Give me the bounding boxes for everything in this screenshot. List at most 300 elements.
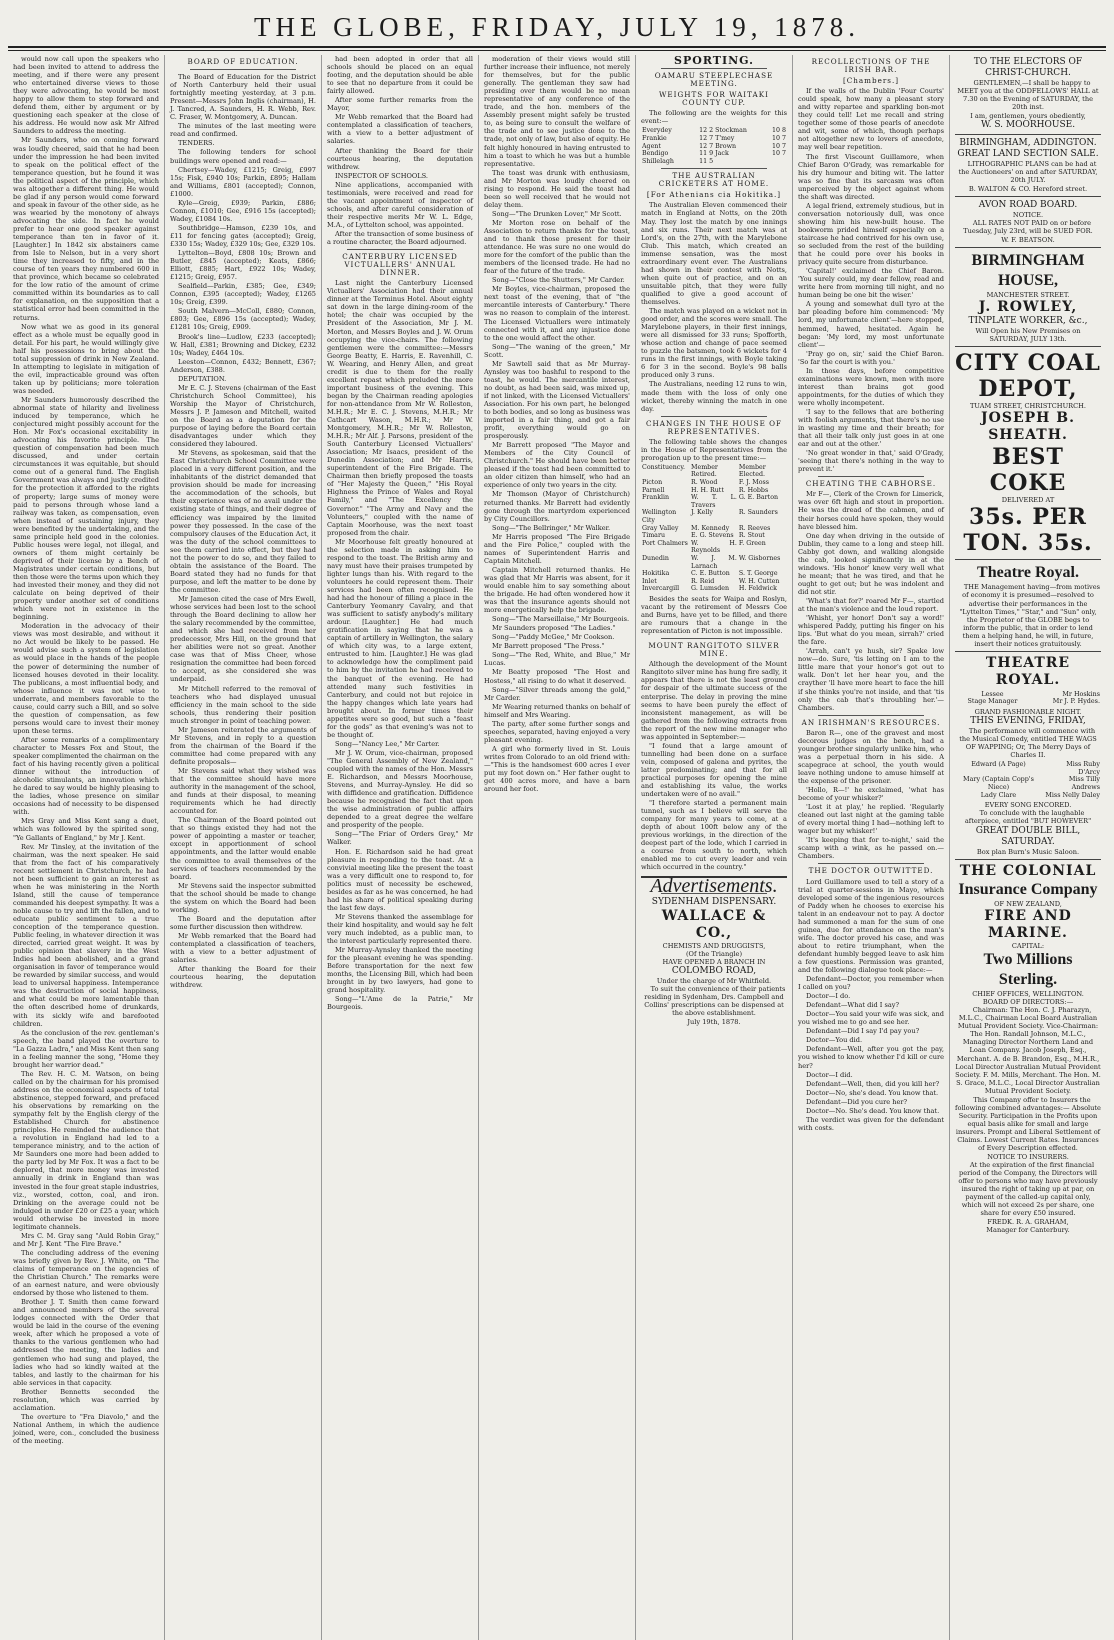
paragraph: Baron R—, one of the gravest and most decorous judges on the bench, had a younger brother singularly unlike him, who was a perpetual thorn in his side. A scapegrace at school, the youth would leave nothing undone to amuse himself at the expense of the prisoner.	[798, 728, 944, 785]
weights-heading: WEIGHTS FOR WAITAKI COUNTY CUP.	[659, 90, 769, 108]
capital-amount: Two Millions Sterling.	[983, 951, 1073, 989]
table-cell: Miss Tilly Andrews	[1068, 775, 1100, 791]
divider	[661, 68, 767, 69]
paragraph: Mr Barrett proposed "The Press."	[492, 642, 605, 651]
col4-body	[484, 55, 630, 793]
column-header: Member Retired.	[691, 463, 718, 479]
paragraph: The first Viscount Guillamore, when Chief Baron O'Grady, was remarkable for his dry humour and biting wit. The latter was so fine that its sarcasm was often unperceived by the object against whom the shaft was directed.	[798, 152, 944, 201]
table-row	[641, 570, 787, 578]
table-cell: Invercargill	[642, 585, 680, 593]
table-cell: F. J. Moss	[738, 479, 770, 487]
paragraph: 'Lost it at play,' he replied. 'Regularly cleaned out last night at the gaming table of every mortal thing I had—nothing left to wager but my whisker!'	[798, 803, 944, 836]
paragraph: Mr J. W. Orum, vice-chairman, proposed "The General Assembly of New Zealand," coupled with the names of the Hon. Messrs E. Richardson, and Messrs Moorhouse, Stevens, and Murray-Aynsley. He did so with diffidence and gratification. Diffidence because he recognised the fact that upon the wise administration of public affairs depended to a great degree the welfare and prosperity of the people.	[327, 748, 473, 830]
masthead: THE GLOBE, FRIDAY, JULY 19, 1878.	[253, 12, 861, 42]
paragraph: Mr Webb remarked that the Board had contemplated a classification of teachers, with a view to a better adjustment of salaries.	[170, 931, 316, 965]
avon-title: AVON ROAD BOARD.	[978, 200, 1078, 211]
divider	[818, 863, 924, 864]
paragraph: Captain Mitchell returned thanks. He was glad that Mr Harris was absent, for it would enable him to say something about the brigade. He had often wondered how it was that the insurance agents should not more energetically help the brigade.	[484, 565, 630, 615]
colonial-title: THE COLONIAL	[959, 863, 1097, 880]
paragraph: Doctor—You did.	[806, 1036, 863, 1045]
paragraph: Mr F—, Clerk of the Crown for Limerick, was over 6ft high and stout in proportion. He was the dread of the cabmen, and of their horses could have spoken, they would have blessed him.	[798, 490, 944, 531]
paragraph: Now what we as good in its general effect as a whole must be equally good in detail. For his part, he would willingly give half his possessions to bring about the total suppression of drink in New Zealand. In attempting to legislate in mitigation of the evil, impracticable ground was often taken up by politicians; more toleration was needed.	[13, 322, 159, 395]
paragraph: Mr Sawtell said that as Mr Murray-Aynsley was too bashful to respond to the toast, he would. The mercantile interest, no doubt, as had been said, was mixed up, if not linked, with the Licensed Victuallers' Association. For his own part, he belonged to both bodies, and so long as business was imported in a fair thing, and got a fair profit, everything would go on prosperously.	[484, 359, 630, 441]
paragraph: One day when driving in the outside of Dublin, they came to a long and steep hill. Cabby got down, and walking alongside the cab, looked significantly in at the windows. 'His honor' knew very well what he meant; that he was tired, and that he ought to get out; but he was indolent and did not stir.	[798, 531, 944, 596]
paragraph: Defendant—Well, after you got the pay, you wished to know whether I'd kill or cure her?	[798, 1045, 944, 1070]
theatre-royal-title: THEATRE ROYAL.	[985, 654, 1071, 688]
table-cell: 11 9	[699, 150, 714, 158]
paragraph: The match was played on a wicket not in good order, and the scores were small. The Marylebone players, in their first innings, were all dismissed for 33 runs; Spofforth, whose action and change of pace seemed to puzzle the batsmen, took 6 wickets for 4 runs in the first innings, with Boyle taking 6 for 3 in the second. Boyle's 98 balls produced only 3 runs.	[641, 307, 787, 380]
paragraph: Song—"Silver threads among the gold," Mr Carder.	[484, 685, 630, 702]
table-cell: J. Kelly	[691, 509, 713, 517]
paragraph: The minutes of the last meeting were read and confirmed.	[170, 122, 316, 139]
divider	[818, 715, 924, 716]
stage-value: Mr J. P. Hydes.	[1052, 697, 1100, 706]
table-cell: Port Chalmers	[642, 539, 688, 547]
table-cell: Frankie	[642, 134, 667, 142]
manchester-street: MANCHESTER STREET.	[986, 291, 1070, 300]
paragraph: Last night the Canterbury Licensed Victuallers' Association had their annual dinner at the Terminus Hotel. About eighty sat down in the large dining-room of the hotel; the chair was occupied by the President of the Association, Mr J. M. Morton, and Messrs Boyles and J. W. Orum occupying the vice-chairs. The following gentlemen were the committee:—Messrs George Beatty, E. Harris, E. Ravenhill, C. W. Wearing, and Henry Allen, and great credit is due to them for the really excellent repast which preluded the more important business of the evening. This began by the Chairman reading apologies for non-attendance from Mr W. Rolleston, M.H.R.; Mr E. C. J. Stevens, M.H.R.; Mr Cathcart Wason, M.H.R.; Mr W. Montgomery, M.H.R.; Mr W. Rolleston, M.H.R.; Mr Alf. J. Parsons, president of the South Canterbury Licensed Victuallers' Association; Mr Isaacs, president of the Dunedin Association; and Mr Harris, superintendent of the Fire Brigade. The Chairman then briefly proposed the toasts of "Her Majesty the Queen," "His Royal Highness the Prince of Wales and Royal Family," and "The Excellency the Governor." "The Army and Navy and the Volunteers," coupled with the name of Captain Moorhouse, was the next toast proposed from the chair.	[327, 279, 473, 537]
table-cell: C. E. Button	[691, 570, 730, 578]
table-row	[641, 143, 787, 151]
table-cell: Bendigo	[642, 150, 669, 158]
weights-table	[641, 127, 787, 165]
divider	[661, 416, 767, 417]
cricket-body	[641, 201, 787, 412]
sheath-name: JOSEPH B. SHEATH.	[981, 410, 1075, 444]
table-cell: W. Gisbornes	[738, 555, 781, 563]
table-cell: Miss Nelly Daley	[1045, 790, 1100, 799]
paragraph: The party, after some further songs and speeches, separated, having enjoyed a very pleasant evening.	[484, 719, 630, 744]
paragraph: Mr Jameson cited the case of Mrs Ewell, whose services had been lost to the school through the Board declining to allow her the salary recommended by the committee, and which she had received from her predecessor, Mrs Hill, on the ground that her abilities were not so great. Another case was that of Miss Cheer, whose resignation the committee had been forced to accept, as she considered she was underpaid.	[170, 595, 316, 684]
paragraph: would now call upon the speakers who had been invited to attend to address the meeting, and if there were any present who entertained diverse views to those they were advocating, he would be most happy to allow them to step forward and defend them, either by argument or by questioning each speaker at the close of his address. He would now ask Mr Alfred Saunders to address the meeting.	[13, 55, 159, 136]
paragraph: Mr Boyles, vice-chairman, proposed the next toast of the evening, that of "the mercantile interests of Canterbury." There was no reason to complain of the interest. The Licensed Victuallers were intimately connected with it, and any injustice done to the one would affect the other.	[484, 285, 630, 342]
paragraph: The Australians, needing 12 runs to win, made them with the loss of only one wicket, thereby winning the match in one day.	[641, 380, 787, 413]
paragraph: Mr Murray-Aynsley thanked the meeting for the pleasant evening he was spending. Before transportation for the next few months, the Licensing Bill, which had been brought in by two lawyers, had gone to grand hospitality.	[327, 946, 473, 995]
theatre-royal-ad	[955, 651, 1101, 856]
conclude-line: To conclude with the laughable afterpiece, entitled "BUT HOWEVER"	[964, 809, 1092, 826]
board-directors: BOARD OF DIRECTORS:—	[982, 998, 1074, 1007]
stage-label: Stage Manager	[967, 697, 1018, 706]
paragraph: After the transaction of some business of a routine character, the Board adjourned.	[327, 229, 473, 247]
table-row	[641, 127, 787, 135]
colombo-road: COLOMBO ROAD,	[671, 965, 757, 976]
table-cell: H. Feldwick	[738, 585, 777, 593]
paragraph: In those days, before competitive examinations were known, men with more interest than brains got good appointments, for the duties of which they were wholly incompetent.	[798, 366, 944, 407]
paragraph: Leeston—Connon, £432; Bennett, £367; Anderson, £388.	[170, 357, 316, 374]
table-row	[641, 578, 787, 586]
table-row	[641, 487, 787, 495]
paragraph: had been adopted in order that all schools should be placed on an equal footing, and the deputation should be able to see that no departure from it could be fairly allowed.	[327, 55, 473, 96]
table-cell: Agent	[642, 142, 661, 150]
rowley-ad	[955, 247, 1101, 343]
electors-body: GENTLEMEN,—I shall be happy to MEET you at the ODDFELLOWS' HALL at 7.30 on the Evening of SATURDAY, the 20th inst.	[957, 79, 1099, 112]
table-row	[641, 150, 787, 158]
table-row	[641, 509, 787, 524]
table-row	[641, 479, 787, 487]
table-row	[641, 494, 787, 509]
paragraph: Nine applications, accompanied with testimonials, were received and read for the vacant appointment of inspector of schools, and after careful consideration of their respective merits Mr W. L. Edge, M.A., of Lyttelton school, was appointed.	[327, 180, 473, 229]
chief-offices: CHIEF OFFICES, WELLINGTON.	[972, 990, 1084, 999]
table-cell: Hokitika	[642, 570, 670, 578]
table-cell: R. Hobbs	[738, 486, 769, 494]
table-cell	[764, 158, 787, 166]
paragraph: Song—"L'Ame de la Patrie," Mr Bourgeois.	[327, 995, 473, 1012]
graham-name: FREDK. R. A. GRAHAM,	[987, 1218, 1069, 1227]
columns	[8, 55, 1106, 1640]
table-cell: Picton	[642, 479, 663, 487]
table-cell: Edward (A Page)	[971, 760, 1026, 769]
paragraph: The following tenders for school buildings were opened and read:—	[170, 148, 316, 165]
col1-body	[13, 55, 159, 1445]
paragraph: "I therefore started a permanent main tunnel, such as I believe will serve the company for many years to come, at a depth of about 100ft below any of the previous workings, in the direction of the deepest part of the lode, which I carried in a course from south to north, which enabled me to cut every leader and vein which occurred in the country."	[641, 799, 787, 872]
divider	[347, 249, 453, 250]
paragraph: Defendant—Doctor, you remember when I called on you?	[798, 975, 944, 992]
table-row	[955, 761, 1101, 776]
table-cell: Shillelagh	[642, 157, 674, 165]
table-cell: R. Reeves	[738, 524, 771, 532]
table-cell: W. H. Cutten	[738, 577, 780, 585]
of-new-zealand: OF NEW ZEALAND,	[994, 900, 1062, 909]
triangle-line: (Of the Triangle)	[685, 949, 743, 958]
lessee-value: Mr Hoskins	[1062, 689, 1100, 698]
avon-body: ALL RATES NOT PAID on or before Tuesday, July 23rd, will be SUED FOR.	[963, 219, 1093, 236]
paragraph: 'No great wonder in that,' said O'Grady, 'seeing that there's nothing in the way to prevent it.'	[798, 449, 944, 474]
irish-bar-source: [Chambers.]	[842, 76, 900, 86]
table-row	[641, 135, 787, 143]
paragraph: Mr Moorhouse felt greatly honoured at the selection made in asking him to respond to the toast. The British army and navy must have their praises trumpeted by lighter lungs than his. With regard to the volunteers he could represent them. Their services had been often recognised. He had had the honour of filling a place in the Canterbury Yeomanry Cavalry, and that was sufficient to satisfy anybody's military ardour. [Laughter.] He had much gratification in saying that he was a captain of artillery in Wellington, the salary of which city was, to a large extent, entrusted to him. [Laughter.] He was glad to acknowledge how the compliment paid to him by the invitation he had received to the banquet of the evening. He had attended many such festivities in Canterbury, and could not but rejoice in the happy changes which late years had brought about. In former times their appetites were so good, but such a "feast for the gods" as that evening's was not to be thought of.	[327, 537, 473, 739]
insurance-body: This Company offer to Insurers the following combined advantages:— Absolute Security. Participation in the Profits upon equal basis alike for small and large insurers. Prompt and Liberal Settlement of Claims. Lowest Current Rates. Insurances of Every Description effected.	[955, 1095, 1101, 1153]
coal-street: TUAM STREET, CHRISTCHURCH.	[970, 402, 1086, 411]
paragraph: Mr Harris proposed "The Fire Brigade and the Fire Police," coupled with the names of Superintendent Harris and Captain Mitchell.	[484, 532, 630, 565]
table-cell: G. Lumsden	[691, 585, 730, 593]
column-header: Member Elected.	[738, 463, 766, 479]
paragraph: Hon. E. Richardson said he had great pleasure in responding to the toast. At a convivial meeting like the present the toast was a very difficult one to respond to, for politics must of necessity be eschewed, besides as far as he was concerned, he had had his share of political speaking during the last few days.	[327, 847, 473, 912]
table-cell: Parnell	[642, 486, 665, 494]
paragraph: The overture to "Fra Diavolo," and the National Anthem, in which the audience joined, were, con., concluded the business of the meeting.	[13, 1412, 159, 1445]
table-cell: H. H. Rutt	[691, 486, 724, 494]
table-cell: Stockman	[715, 127, 747, 135]
wallace-date: July 19th, 1878.	[687, 1017, 741, 1026]
cabhorse-heading: CHEATING THE CABHORSE.	[805, 479, 937, 489]
changes-heading: CHANGES IN THE HOUSE OF REPRESENTATIVES.	[645, 418, 782, 436]
avon-sign: W. F. BEATSON.	[1001, 236, 1055, 245]
paragraph: A girl who formerly lived in St. Louis writes from Colorado to an old friend with:—"This is the handsomest 600 acres I ever put my foot down on." Her father ought to get 400 acres more, and have a barn around her foot.	[484, 744, 630, 794]
table-cell: Miss Ruby D'Arcy	[1066, 760, 1100, 776]
lessee-label: Lessee	[981, 689, 1004, 698]
paragraph: Song—"Paddy McGee," Mr Cookson.	[492, 633, 615, 642]
paragraph: Brook's line—Ludlow, £233 (accepted); W. Hall, £381; Browning and Dickey, £232 10s; Wadey, £464 10s.	[170, 332, 316, 357]
paragraph: The concluding address of the evening was briefly given by Rev. J. White, on "The claims of temperance on the agencies of the Christian Church." The remarks were of an earnest nature, and were obviously endorsed by those who listened to them.	[13, 1248, 159, 1298]
paragraph: Mr Wearing returned thanks on behalf of himself and Mrs Wearing.	[484, 702, 630, 719]
paragraph: Mr Mitchell referred to the removal of teachers who had displayed unusual efficiency in the main school to the side schools, thus rendering their position much stronger in point of teaching power.	[170, 684, 316, 725]
wallace-body: To suit the convenience of their patients residing in Sydenham, Drs. Campbell and Collins' prescriptions can be dispensed at the above establishment.	[644, 984, 786, 1017]
paragraph: Sealfield—Parkin, £385; Gee, £349; Connon, £395 (accepted); Wadey, £1265 10s; Greig, £399.	[170, 282, 316, 307]
table-cell: G. E. Barton	[738, 494, 779, 502]
paragraph: Brother J. T. Smith then came forward and announced members of the several lodges connected with the Order that would be laid in the course of the evening week, after which he proposed a vote of thanks to the various gentlemen who had addressed the meeting, the ladies and gentlemen who had sung and played, the ladies who had so kindly waited at the tables, and lastly to the chairman for his able services in that capacity.	[13, 1298, 159, 1387]
table-row	[955, 792, 1101, 800]
table-cell: Brown	[715, 142, 737, 150]
avon-ad	[955, 196, 1101, 244]
rowley-open: Will Open his New Premises on SATURDAY, JULY 13th.	[975, 327, 1081, 344]
irish-bar-body	[798, 87, 944, 473]
paragraph: 'Pray go on, sir,' said the Chief Baron. 'So far the court is with you.'	[798, 349, 944, 366]
table-cell: Wellington City	[642, 509, 677, 525]
litho-body: LITHOGRAPHIC PLANS can be had at the Auctioneers' on and after SATURDAY, 20th JULY.	[958, 160, 1098, 185]
delivered-at: DELIVERED AT	[1001, 496, 1055, 505]
paragraph: Mr Saunders proposed "The Ladies."	[492, 624, 616, 633]
paragraph: 'I say to the fellows that are bothering with foolish arguments, that there's no use in wasting my time and their breath; for that all their talk only just goes in at one ear and out at the other.'	[798, 407, 944, 449]
changes-table	[641, 464, 787, 593]
column-5	[636, 55, 793, 1640]
table-cell: R. Stout	[738, 532, 765, 540]
paragraph: As the conclusion of the rev. gentleman's speech, the band played the overture to "La Gazza Ladra," and Miss Kent then sang in a feeling manner the song, "Home they brought her warrior dead."	[13, 1028, 159, 1069]
paragraph: Mr Stevens said the inspector submitted that the school should be made to change the system on which the Board had been working.	[170, 881, 316, 914]
table-cell: 11 5	[699, 157, 714, 165]
table-cell: 12 7	[699, 142, 714, 150]
paragraph: Although the development of the Mount Rangitoto silver mine has hung fire sadly, it appears that there is not the least ground for despair of the ultimate success of the enterprise. The delay in proving the mine seems to have been purely the effect of inconsistent management, as will be gathered from the following extracts from the report of the new mine manager who was appointed in September:—	[641, 660, 787, 741]
paragraph: Mr Jameson reiterated the arguments of Mr Stevens, and in reply to a question from the chairman of the Board if the committee had come prepared with any definite proposals—	[170, 725, 316, 766]
table-cell: F. Green	[738, 539, 766, 547]
paragraph: Brother Bennetts seconded the resolution, which was carried by acclamation.	[13, 1387, 159, 1412]
paragraph: Mr Thomson (Mayor of Christchurch) returned thanks. Mr Barrett had evidently gone through the martyrdom experienced by City Councillors.	[484, 490, 630, 523]
electors-sign: I am, gentlemen, yours obediently,	[970, 112, 1086, 121]
paragraph: Lyttelton—Boyd, £808 10s; Brown and Butler, £845 (accepted); Keats, £866; Elliott, £885; Hart, £922 10s; Wadey, £1215; Greig, £957.	[170, 249, 316, 282]
table-cell: Mary (Captain Copp's Niece)	[963, 775, 1034, 791]
table-cell: M. Kennedy	[691, 524, 730, 532]
paragraph: Lord Guillamore used to tell a story of a trial at quarter-sessions in Mayo, which developed some of the ingenious resources of Paddy when he chooses to exercise his talent in an endeavour not to pay. A doctor had summoned a man for the sum of one guinea, due for attendance on the man's wife. The doctor proved his case, and was about to retire triumphant, when the defendant humbly begged leave to ask him a few questions. Permission was granted, and the following dialogue took place:—	[798, 877, 944, 975]
table-cell: Inlet	[642, 577, 657, 585]
every-song: EVERY SONG ENCORED.	[984, 801, 1072, 810]
dispensary-title: SYDENHAM DISPENSARY.	[651, 896, 777, 907]
table-cell: W. J. M. Larnach	[691, 555, 737, 570]
paragraph: Doctor—No. She's dead. You know that.	[806, 1106, 940, 1115]
changes-intro: The following table shows the changes in the House of Representatives from the prorogation up to the present time:—	[641, 437, 787, 462]
table-cell: Jack	[715, 150, 729, 158]
table-cell: Lady Clare	[980, 790, 1017, 799]
rowley-name: J. ROWLEY,	[978, 299, 1078, 316]
paragraph: Chertsey—Wadey, £1215; Greig, £997 15s; Fisk, £940 10s; Parkin, £895; Hallam and Williams, £801 (accepted); Connon, £1000.	[170, 165, 316, 198]
paragraph: Doctor—No, she's dead. You know that.	[806, 1088, 939, 1097]
wallace-ad	[641, 897, 787, 1026]
paragraph: Mr Saunders, who on coming forward was loudly cheered, said that he had been under the impression he had been invited to speak on the political effect of the temperance question, but he found it was the political aspect of the principle, which was altogether a different thing. He would be glad if any person would come forward and speak in favour of the other side, as he was wearied by the monotony of always advocating the side. In fact he would prefer to hear one good speaker against temperance than ten in favor of it. [Laughter.] In 1842 six abstainers came from Isle to Nelson, but in a very short time they increased to fifty, and in the course of ten years they numbered 600 in that province, which became so celebrated for the low ratio of the amount of crime committed within its boundaries as to call for explanation, on the supposition that a statistical error had been committed in the returns.	[13, 136, 159, 322]
col3-body	[327, 55, 473, 246]
under-charge: Under the charge of Mr Whitfield.	[656, 976, 772, 985]
table-cell: 10 7	[771, 134, 786, 142]
avon-notice: NOTICE.	[1012, 211, 1044, 220]
board-education-heading: BOARD OF EDUCATION.	[187, 57, 299, 66]
paragraph: Defendant—Did you cure her?	[806, 1097, 908, 1106]
table-cell: 12 2	[699, 127, 714, 135]
paragraph: Mr Webb remarked that the Board had contemplated a classification of teachers, with a view to a better adjustment of salaries.	[327, 113, 473, 146]
col3-body-2	[327, 279, 473, 1011]
table-cell: W. H. Reynolds	[691, 539, 737, 555]
table-row	[641, 540, 787, 555]
table-cell: Everydey	[642, 127, 672, 135]
insurance-title: Insurance Company	[958, 881, 1098, 899]
paragraph: Song—"The Marseillaise," Mr Bourgeois.	[492, 615, 630, 624]
column-7	[950, 55, 1106, 1640]
paragraph: The Board of Education for the District of North Canterbury held their usual fortnightly meeting yesterday, at 3 p.m. Present—Messrs John Inglis (chairman), H. J. Tancred, A. Saunders, H. R. Webb, Rev. C. Fraser, W. Montgomery, A. Duncan.	[170, 73, 316, 122]
table-cell: S. T. George	[738, 570, 778, 578]
paragraph: Kyle—Greig, £939; Parkin, £886; Connon, £1010; Gee, £916 15s (accepted); Wadey, £1084 10s.	[170, 198, 316, 223]
table-cell: Dunedin	[642, 555, 669, 563]
paragraph: Mr Stevens said what they wished was that the committee should have more authority in the management of the school, and funds at their disposal, to meaning requirements which he had directly accounted for.	[170, 766, 316, 816]
paragraph: 'It's keeping that for to-night,' said the scamp with a wink, as he passed on.—Chambers.	[798, 836, 944, 861]
paragraph: Mr Barrett proposed "The Mayor and Members of the City Council of Christchurch." He should have been better pleased if the toast had been committed to an older citizen than himself, who had an experience of only two years in the city.	[484, 441, 630, 490]
notice-body: At the expiration of the first financial period of the Company, the Directors will offer to persons who may have previously insured the right of taking up at par, on payment of the called-up capital only, which will not exceed 2s per share, one share for every £50 insured.	[958, 1161, 1098, 1218]
column-3	[322, 55, 479, 1640]
paragraph: The toast was drunk with enthusiasm, and Mr Morton was loudly cheered on rising to respond. He said the toast had been so well received that he would not delay them.	[484, 168, 630, 209]
land-sale-title: GREAT LAND SECTION SALE.	[957, 149, 1099, 160]
theatre-notice-title: Theatre Royal.	[977, 564, 1079, 582]
table-row	[641, 585, 787, 593]
paragraph: If the walls of the Dublin 'Four Courts' could speak, how many a pleasant story and witty repartee and sparkling bon-mot they could tell! Let me recall and string together some of those pearls of anecdote and wit, some of which, though perhaps not altogether new to lovers of anecdote, may well bear repetition.	[798, 87, 944, 152]
changes-note: Besides the seats for Waipa and Roslyn, vacant by the retirement of Messrs Coe and Burns, have yet to be filled, and there are rumours that a change in the representation of Picton is not impossible.	[641, 594, 787, 636]
graham-title: Manager for Canterbury.	[986, 1226, 1070, 1235]
table-cell: R. Reid	[691, 577, 715, 585]
best-coke: BEST COKE	[989, 444, 1067, 497]
cast-table	[955, 761, 1101, 799]
table-cell	[714, 158, 763, 166]
paragraph: Mrs Gray and Miss Kent sang a duet, which was followed by the spirited song, "Ye Gallants of England," by Mr J. Kent.	[13, 817, 159, 842]
sporting-heading: SPORTING.	[674, 55, 754, 67]
great-double-bill: GREAT DOUBLE BILL, SATURDAY.	[975, 826, 1081, 848]
paragraph: Mr Stevens thanked the assemblage for their kind hospitality, and would say he felt very much indebted, as a public man, to the interest particularly represented there.	[327, 912, 473, 946]
paragraph: Song—"The waning of the green," Mr Scott.	[484, 342, 630, 359]
divider	[661, 638, 767, 639]
notice-insurers: NOTICE TO INSURERS.	[987, 1153, 1069, 1162]
column-1	[8, 55, 165, 1640]
table-cell: W. T. L. Travers	[691, 494, 737, 509]
cricket-subheading: [For Athenians cia Hokitika.]	[646, 190, 782, 200]
this-evening: THIS EVENING, FRIDAY,	[970, 715, 1086, 726]
cricket-heading: THE AUSTRALIAN CRICKETERS AT HOME.	[658, 171, 770, 189]
paragraph: 'What's that for?' roared Mr F—, startled at the man's violence and the loud report.	[798, 597, 944, 614]
paragraph: A legal friend, extremely studious, but in conversation notoriously dull, was once showing him his new-built house. The bookworm prided himself especially on a staircase he had contrived for his own use, so secluded from the rest of the building that he could pore over his books in privacy quite secure from disturbance.	[798, 201, 944, 267]
divider	[661, 168, 767, 169]
paragraph: After some remarks of a complimentary character to Messrs Fox and Stout, the speaker complimented the chairman on the fact of his having recently given a political dinner without the introduction of alcoholic stimulants, an innovation which he dared to say would be highly pleasing to the ladies, whose presence on similar occasions had of necessity to be dispensed with.	[13, 735, 159, 817]
theatre-notice-ad	[955, 559, 1101, 647]
col2-body	[170, 73, 316, 989]
mine-heading: MOUNT RANGITOTO SILVER MINE.	[648, 641, 780, 659]
paragraph: Southbridge—Hamson, £239 10s, and £11 for fencing gates (accepted); Greig, £330 15s; Wadey, £329 10s; Gee, £329 10s.	[170, 223, 316, 248]
cabhorse-body	[798, 490, 944, 711]
table-row	[641, 555, 787, 570]
paragraph: Mr E. C. J. Stevens (chairman of the East Christchurch School Committee), his Worship the Mayor of Christchurch, Messrs J. P. Jameson and Mitchell, waited on the Board as a deputation for the purpose of laying before the Board certain disadvantages under which they considered they laboured.	[170, 383, 316, 449]
electors-name: W. S. MOORHOUSE.	[980, 120, 1076, 131]
capital-label: CAPITAL:	[1011, 942, 1045, 951]
column-header: Constituency.	[642, 463, 686, 471]
paragraph: Mr Morton rose on behalf of the Association to return thanks for the toast, and to thank those present for their attendance. He was sure no one would do more for the comfort of the public than the members of the licensed trade. He had no fear of the future of the trade.	[484, 218, 630, 276]
steeplechase-heading: OAMARU STEEPLECHASE MEETING.	[654, 71, 774, 89]
paragraph: Moderation in the advocacy of their views was most desirable, and without it no Act would be likely to be passed. He would advise such a system of legislation as would place in the hands of the people the power of determining the number of licensed houses devoted in their locality. The publicans, a most influential body, and whose influence it was not wise to underrate, and members favorable to the cause, could carry such a Bill, and so solve the question of compensation, as few persons would care to invest their money upon these terms.	[13, 622, 159, 735]
insurance-ad	[955, 859, 1101, 1234]
irishman-body	[798, 729, 944, 861]
divider	[190, 69, 296, 70]
paragraph: Mr Stevens, as spokesman, said that the East Christchurch School Committee were placed in a very different position, and the inhabitants of the district demanded that provision should be made for increasing the accommodation of the schools, but their experience was of no avail under the existing state of things, and their degree of efficiency was impaired by the limited power they possessed. In the case of the compulsory clauses of the Education Act, it was the duty of the school committees to see them carried into effect, but they had not the power to do so, and they failed to obtain the assistance of the Board. The Board stated they had no funds for that purpose, and left the matter to be done by the committee.	[170, 449, 316, 594]
table-cell: 10 7	[771, 142, 786, 150]
paragraph: The Chairman of the Board pointed out that so things existed they had not the power of appointing a master or teacher, except in apportionment of school appointments, and the latter would enable the committee to avail themselves of the services of teachers recommended by the board.	[170, 816, 316, 881]
paragraph: Defendant—Well, then, did you kill her?	[806, 1079, 940, 1088]
table-row	[955, 776, 1101, 791]
theatre-staff-table	[955, 691, 1101, 706]
table-cell: Timaru	[642, 532, 666, 540]
divider	[818, 476, 924, 477]
paragraph: DEPUTATION.	[178, 374, 227, 383]
paragraph: Defendant—Did I say I'd pay you?	[806, 1027, 920, 1036]
paragraph: INSPECTOR OF SCHOOLS.	[335, 171, 429, 180]
paragraph: Mr Beatty proposed "The Host and Hostess," all rising to do what it deserved.	[484, 668, 630, 685]
doctor-body	[798, 878, 944, 1132]
table-cell: 10 8	[771, 127, 786, 135]
table-row	[641, 158, 787, 166]
paragraph: Defendant—What did I say?	[806, 1001, 900, 1010]
paragraph: Song—"The Red, White, and Blue," Mr Lucas.	[484, 651, 630, 668]
table-cell: Gray Valley	[642, 524, 679, 532]
paragraph: After thanking the Board for their courteous hearing, the deputation withdrew.	[327, 146, 473, 171]
mine-body	[641, 660, 787, 871]
paragraph: "I found that a large amount of tunnelling had been done on a surface vein, composed of galena and pyrites, the latter predominating; and that for all practical purposes for opening the mine and establishing its value, the works undertaken were of no avail."	[641, 741, 787, 799]
paragraph: 'Whisht, yer honor! Don't say a word!' whispered Paddy, putting his finger on his lips. 'But what do you mean, sirrah?' cried the fare.	[798, 614, 944, 647]
land-sale-ad	[955, 134, 1101, 193]
table-cell: T'mey	[715, 134, 735, 142]
table-cell: 12 7	[699, 134, 714, 142]
table-cell: E. G. Stevens	[691, 532, 734, 540]
chemists-line: CHEMISTS AND DRUGGISTS,	[662, 941, 766, 950]
paragraph: Song—"The Drunken Lover," Mr Scott.	[492, 209, 622, 218]
addington-title: BIRMINGHAM, ADDINGTON.	[959, 138, 1097, 149]
performance-desc: The performance will commence with the Musical Comedy, entitled THE WAGS OF WAPPING; Or, The Merry Days of Charles II.	[959, 726, 1097, 760]
paragraph: After thanking the Board for their courteous hearing, the deputation withdrew.	[170, 965, 316, 990]
paragraph: A young and somewhat dull tyro at the bar pleading before him commenced: 'My lord, my unfortunate client'—here stopped, hemmed, hawed, hesitated. Again he began: 'My lord, my most unfortunate client'—	[798, 300, 944, 349]
rowley-trade: TINPLATE WORKER, &c.,	[968, 316, 1088, 327]
table-cell: R. Wood	[691, 479, 718, 487]
birmingham-house: BIRMINGHAM HOUSE,	[971, 252, 1085, 290]
coke-price: 35s. PER TON. 35s.	[963, 504, 1093, 557]
table-cell: R. Saunders	[738, 509, 778, 517]
paragraph: Song—"The Bellringer," Mr Walker.	[492, 523, 611, 532]
masthead-rule	[8, 46, 1106, 51]
weights-intro: The following are the weights for this event:—	[641, 109, 787, 126]
coal-ad	[955, 346, 1101, 556]
doctor-heading: THE DOCTOR OUTWITTED.	[808, 866, 934, 876]
column-6	[793, 55, 950, 1640]
paragraph: South Malvern—McColl, £880; Connon, £803; Gee, £896 15s (accepted); Wadey, £1281 10s; Greig, £909.	[170, 307, 316, 332]
paragraph: After some further remarks from the Mayor,	[327, 96, 473, 113]
column-4	[479, 55, 636, 1640]
paragraph: TENDERS.	[178, 139, 215, 148]
box-plan: Box plan Burn's Music Saloon.	[976, 848, 1080, 857]
irish-bar-heading: RECOLLECTIONS OF THE IRISH BAR.	[811, 57, 931, 75]
grand-night: GRAND FASHIONABLE NIGHT.	[974, 707, 1082, 716]
table-row	[641, 525, 787, 533]
paragraph: Mrs C. M. Gray sang "Auld Robin Gray," and Mr J. Kent "The Fire Brave."	[13, 1231, 159, 1248]
paragraph: The Australian Eleven commenced their match in England at Notts, on the 20th May. They lost the match by one innings and six runs. Their next match was at Lord's, on the 27th, with the Marylebone Club. This match, which created an immense sensation, was the most extraordinary event ever. The Australians had shown in their contest with Notts, when quite out of practice, and on an unsuitable pitch, that they were fully qualified to give a good account of themselves.	[641, 201, 787, 306]
paragraph: Song—"Close the Shutters," Mr Carder.	[492, 276, 625, 285]
table-cell: Franklin	[642, 494, 670, 502]
paragraph: Doctor—I did.	[806, 1070, 853, 1079]
paragraph: 'Hollo, R—!' he exclaimed, 'what has become of your whisker?'	[798, 786, 944, 803]
litho-sign: B. WALTON & CO. Hereford street.	[968, 185, 1088, 194]
table-cell: 10 7	[771, 150, 786, 158]
paragraph: Doctor—You said your wife was sick, and you wished me to go and see her.	[798, 1010, 944, 1027]
paragraph: The Rev. H. C. M. Watson, on being called on by the chairman for his promised address on the economical aspects of total abstinence, stepped forward, and prefaced his observations by remarking on the sympathy felt by the English clergy of the Established Church for abstinence principles. He reminded the audience that a revolution in England had led to a temperance ministry, and to the action of Mr Saunders one more had been added to the party led by Mr Fox. It was a fact to be deplored, that more money was invested annually in drink in England than was invested in the four great staple industries, viz., worsted, cotton, coal, and iron. Drinking on the average could not be indulged in under £20 or £25 a year, which would otherwise be invested in more legitimate channels.	[13, 1069, 159, 1231]
paragraph: Doctor—I do.	[806, 992, 851, 1001]
paragraph: moderation of their views would still further increase their influence, not merely for themselves, but for the public generally. The gentleman they saw had presiding over them would be no mean representative of any conference of the trade, and the hon. members of the Assembly present might safely be trusted to, as being sure to consult the welfare of the trade and to see justice done to the trade, not only of law, but also of equity. He felt highly honoured in having entrusted to him a toast to which he was but a humble representative.	[484, 55, 630, 168]
paragraph: 'Arrah, can't ye hush, sir? Spake low now—do. Sure, 'tis letting on I am to the little mare that your honor's got out to walk. Don't let her hear you, and the crayther 'll have more heart to face the hill if she thinks you're not inside, and that 'tis only the cab that's throubling her.'—Chambers.	[798, 647, 944, 712]
fire-and-marine: FIRE AND MARINE.	[984, 908, 1072, 942]
advertisements-heading: Advertisements.	[650, 874, 778, 897]
